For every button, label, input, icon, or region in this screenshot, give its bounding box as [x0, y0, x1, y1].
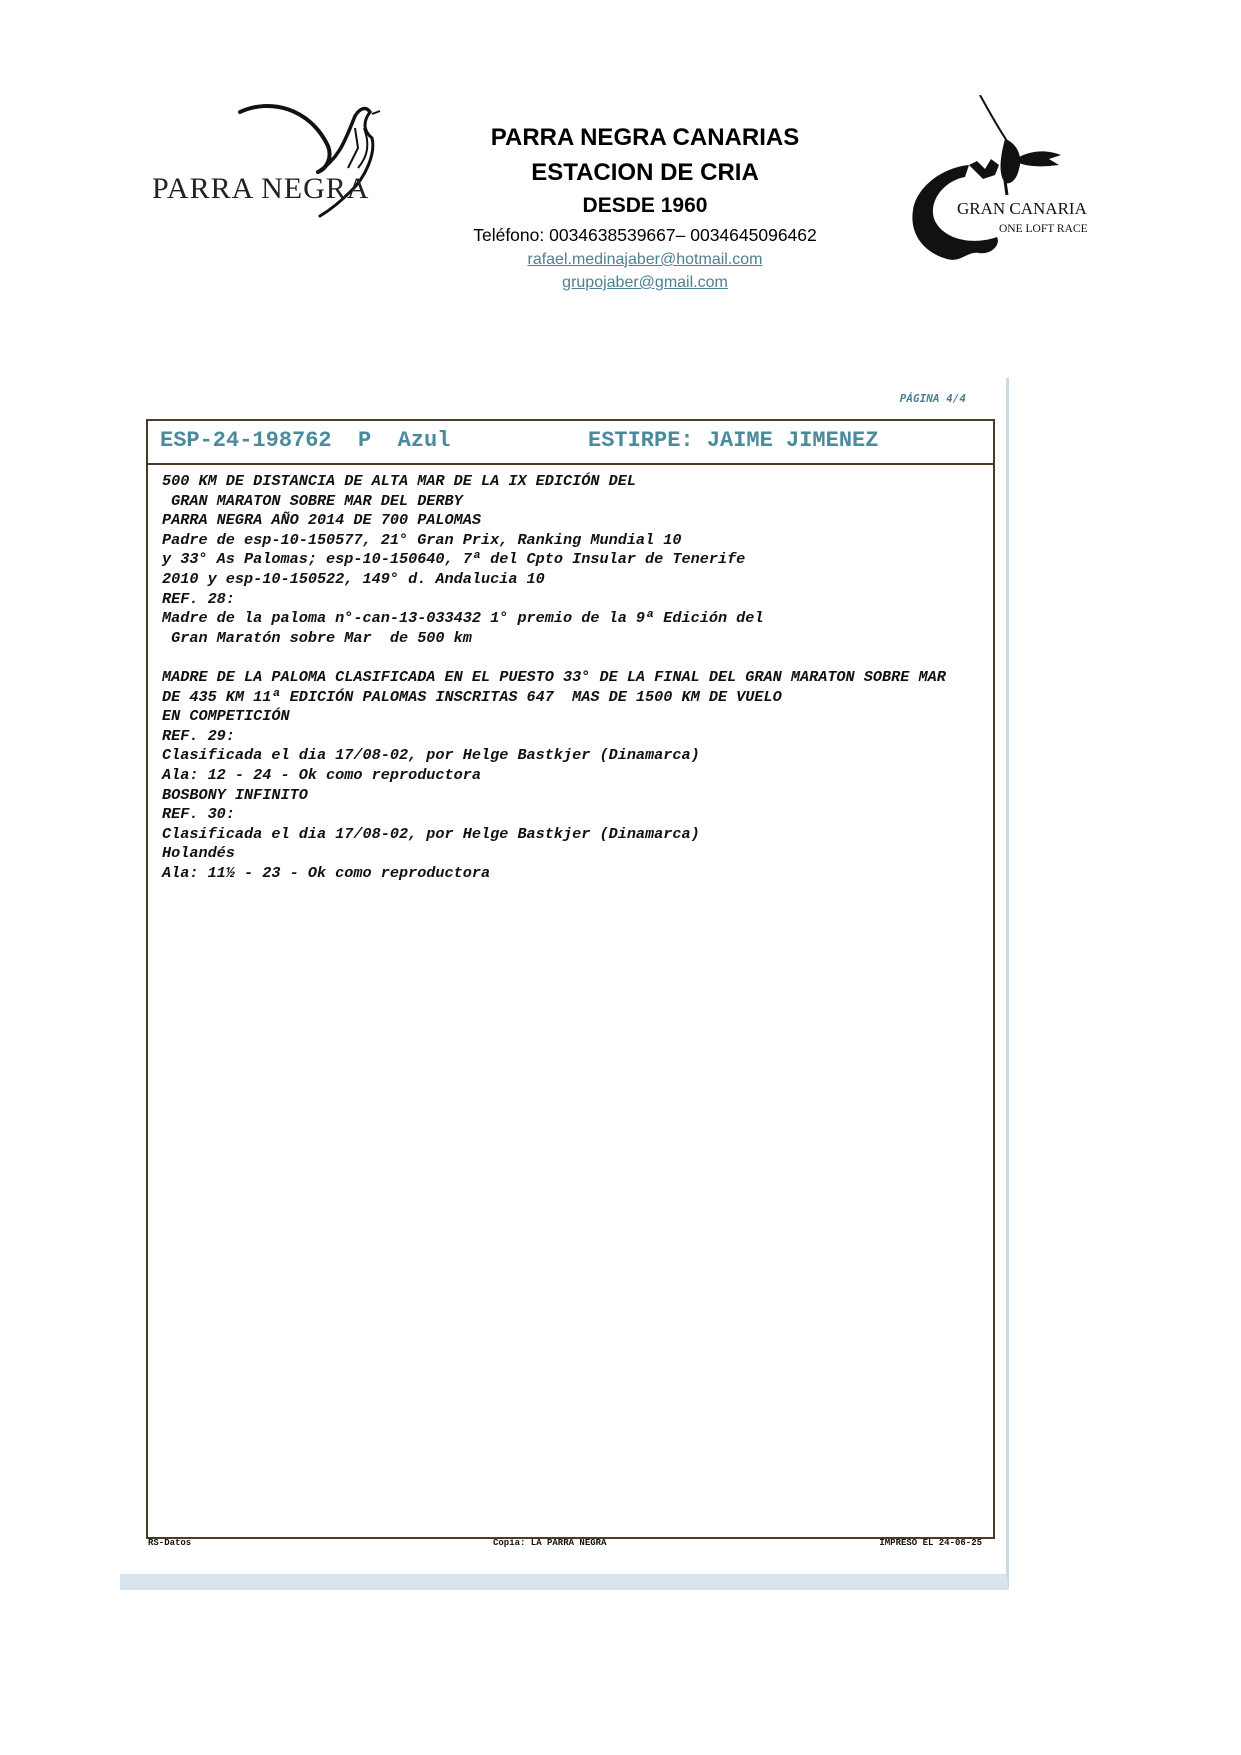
note-line: MADRE DE LA PALOMA CLASIFICADA EN EL PUESTO 33° DE LA FINAL DEL GRAN MARATON SOBRE MAR — [162, 667, 946, 686]
pedigree-title-bar — [148, 421, 993, 465]
logo-right-line1: GRAN CANARIA — [957, 199, 1087, 218]
gran-canaria-logo — [895, 95, 1115, 275]
parra-negra-logo — [150, 98, 400, 228]
note-line: PARRA NEGRA AÑO 2014 DE 700 PALOMAS — [162, 511, 481, 530]
note-line: Clasificada el dia 17/08-02, por Helge Bastkjer (Dinamarca) — [162, 824, 700, 843]
note-line: EN COMPETICIÓN — [162, 707, 290, 726]
bird-logo-icon — [150, 98, 400, 228]
logo-right-line2: ONE LOFT RACE — [999, 223, 1088, 235]
note-line — [162, 648, 993, 668]
page-number: PÁGINA 4/4 — [899, 392, 966, 405]
footer-center: Copia: LA PARRA NEGRA — [493, 1538, 607, 1548]
footer-right: IMPRESO EL 24-06-25 — [879, 1538, 982, 1548]
note-line: Madre de la paloma n°-can-13-033432 1° premio de la 9ª Edición del — [162, 609, 764, 628]
note-line: Padre de esp-10-150577, 21° Gran Prix, Ranking Mundial 10 — [162, 530, 682, 549]
note-line: Ala: 12 - 24 - Ok como reproductora — [162, 765, 481, 784]
phone-numbers: Teléfono: 0034638539667– 0034645096462 — [473, 225, 817, 245]
note-line: 2010 y esp-10-150522, 149° d. Andalucia 10 — [162, 569, 545, 588]
pedigree-notes — [162, 472, 993, 883]
note-line: 500 KM DE DISTANCIA DE ALTA MAR DE LA IX EDICIÓN DEL — [162, 472, 636, 490]
footer-left: RS-Datos — [148, 1538, 192, 1548]
scanned-pedigree-page — [120, 378, 1009, 1590]
note-line: REF. 28: — [162, 589, 235, 608]
pedigree-frame — [146, 419, 995, 1539]
note-line: Clasificada el dia 17/08-02, por Helge Bastkjer (Dinamarca) — [162, 746, 700, 765]
note-line: y 33° As Palomas; esp-10-150640, 7ª del Cpto Insular de Tenerife — [162, 550, 746, 569]
since-year: DESDE 1960 — [582, 194, 708, 217]
stirpe-label: ESTIRPE: JAIME JIMENEZ — [588, 428, 879, 453]
scan-footer — [148, 1538, 982, 1552]
note-line: DE 435 KM 11ª EDICIÓN PALOMAS INSCRITAS 647 MAS DE 1500 KM DE VUELO — [162, 687, 782, 706]
note-line: Gran Maratón sobre Mar de 500 km — [162, 628, 472, 647]
note-line: REF. 30: — [162, 805, 235, 824]
note-line: GRAN MARATON SOBRE MAR DEL DERBY — [162, 491, 463, 510]
company-title: PARRA NEGRA CANARIAS — [490, 124, 800, 151]
email-link-1[interactable]: rafael.medinajaber@hotmail.com — [527, 251, 763, 268]
island-bird-icon — [895, 95, 1115, 275]
note-line: BOSBONY INFINITO — [162, 785, 308, 804]
note-line: Holandés — [162, 844, 235, 863]
note-line: REF. 29: — [162, 726, 235, 745]
company-subtitle: ESTACION DE CRIA — [531, 159, 759, 186]
company-header — [395, 120, 895, 294]
email-link-2[interactable]: grupojaber@gmail.com — [562, 274, 728, 291]
ring-id: ESP-24-198762 P Azul — [160, 428, 451, 453]
logo-brand-text: PARRA NEGRA — [152, 172, 370, 205]
note-line: Ala: 11½ - 23 - Ok como reproductora — [162, 863, 491, 882]
